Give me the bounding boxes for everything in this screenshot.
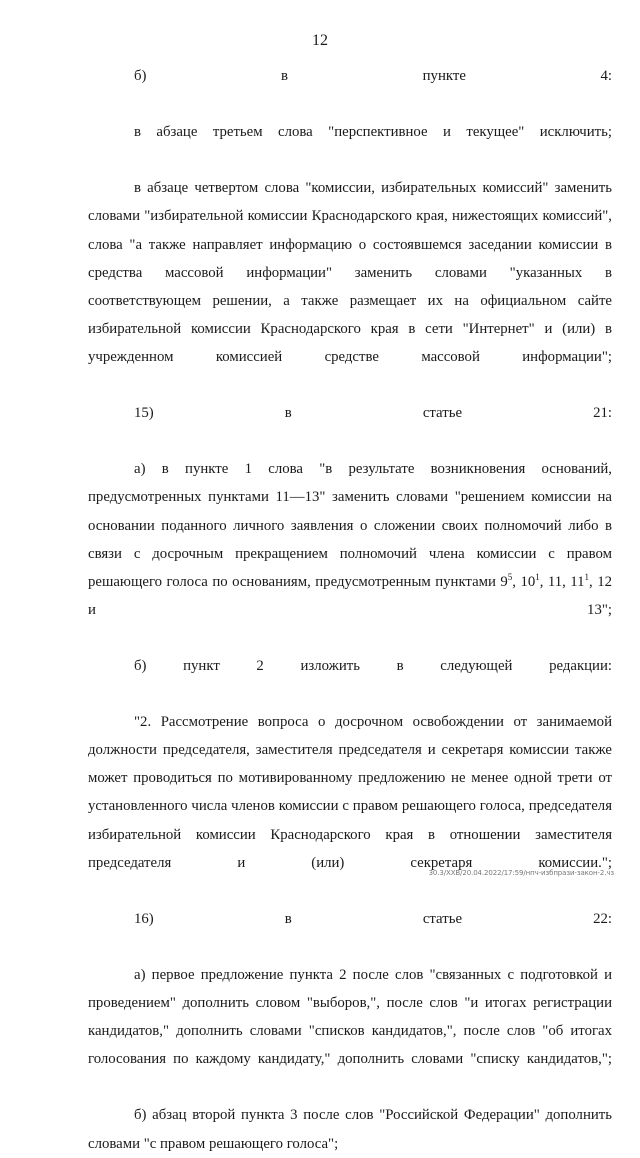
paragraph-item-b-point-4: б) в пункте 4:: [134, 68, 612, 84]
paragraph-article-21-point-a: а) в пункте 1 слова "в результате возникновения оснований, предусмотренных пунктами 11—13" заменить словами "решением комиссии на основании поданного личного заявления о сложении своих полномочий либо в связи с досрочным прекращением полномочий члена комиссии с правом решающего голоса по основаниям, предусмотренным пунктами $9^5$, $10^1$, 11, $11^1$, 12 и 13";: [88, 461, 612, 618]
paragraph-article-21: 15) в статье 21:: [134, 405, 612, 422]
document-body: [88, 62, 612, 1158]
footer-file-stamp: 30.3/XXB/20.04.2022/17:59/нпч-избпрази-закон-2.чз: [428, 869, 614, 877]
page-number: 12: [312, 32, 328, 49]
paragraph-fourth-abzac: в абзаце четвертом слова "комиссии, избирательных комиссий" заменить словами "избирательной комиссии Краснодарского края, нижестоящих комиссий", слова "а также направляет информацию о состоявшемся заседании комиссии в средства массовой информации" заменить словами "указанных в соответствующем решении, а также размещает их на официальном сайте избирательной комиссии Краснодарского края в сети "Интернет" и (или) в учрежденном комиссией средстве массовой информации";: [88, 180, 612, 365]
paragraph-article-21-point-b: б) пункт 2 изложить в следующей редакции:: [134, 657, 612, 674]
paragraph-article-22-point-b: б) абзац второй пункта 3 после слов "Российской Федерации" дополнить словами "с правом решающего голоса";: [88, 1107, 612, 1152]
paragraph-article-22: 16) в статье 22:: [134, 910, 612, 927]
paragraph-article-22-point-a: а) первое предложение пункта 2 после слов "связанных с подготовкой и проведением" дополнить словом "выборов,", после слов "и итогах регистрации кандидатов," дополнить словами "списков кандидатов,", после слов "об итогах голосования по каждому кандидату," дополнить словами "списку кандидатов,";: [88, 967, 612, 1068]
paragraph-third-abzac: в абзаце третьем слова "перспективное и текущее" исключить;: [134, 124, 612, 141]
paragraph-quoted-point-2: "2. Рассмотрение вопроса о досрочном освобождении от занимаемой должности председателя, заместителя председателя и секретаря комиссии также может проводиться по мотивированному предложению не менее одной трети от установленного числа членов комиссии с правом решающего голоса, председателя избирательной комиссии Краснодарского края в отношении заместителя председателя и (или) секретаря комиссии.";: [88, 714, 612, 871]
